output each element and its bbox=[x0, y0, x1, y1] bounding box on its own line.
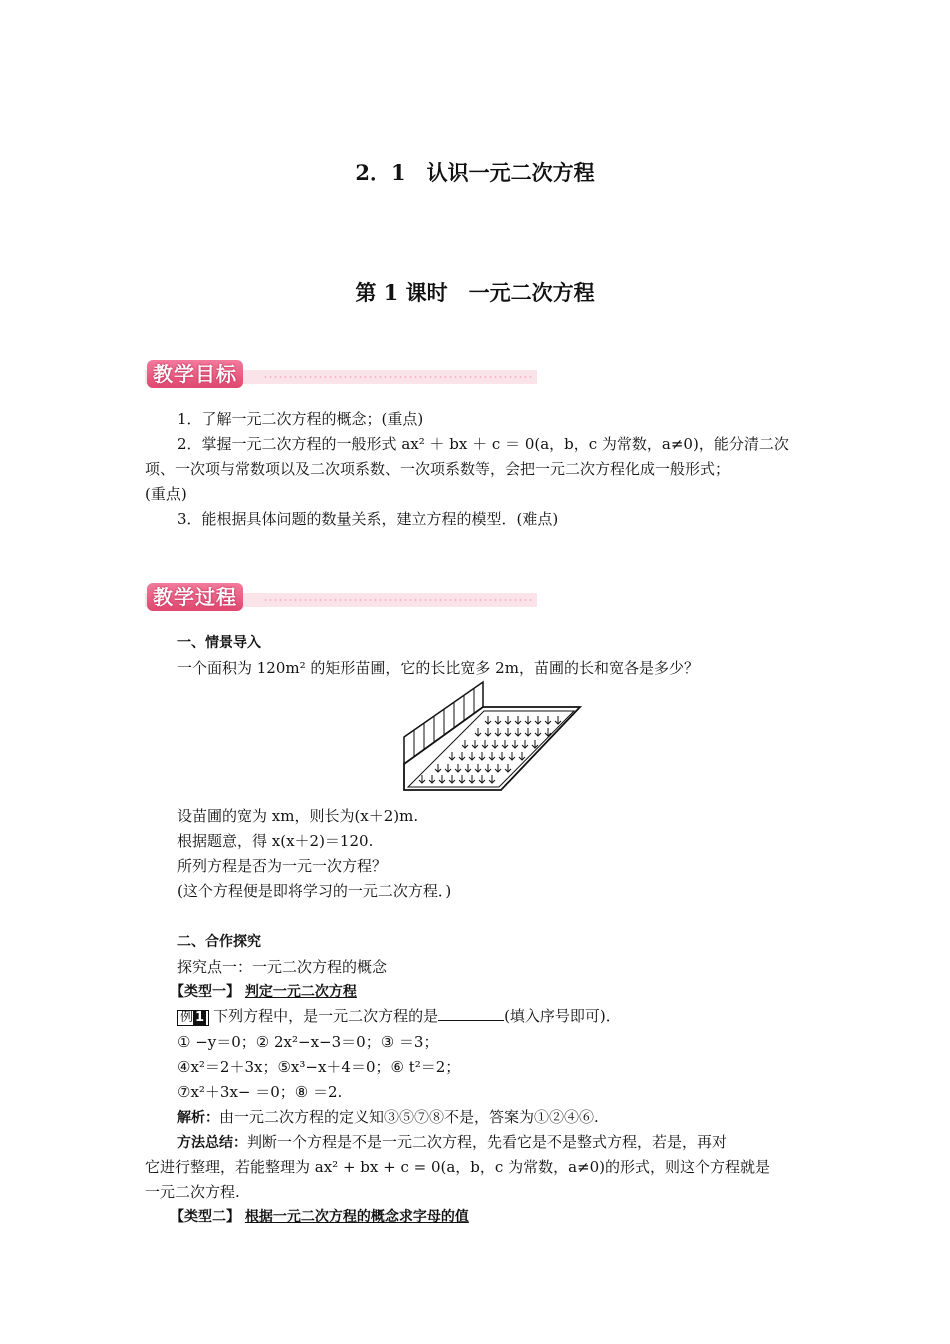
goals-banner bbox=[145, 360, 537, 384]
summary-line-3: 一元二次方程. bbox=[145, 1183, 240, 1201]
intro-step-2: 根据题意，得 x(x＋2)＝120. bbox=[177, 832, 374, 850]
type-2-heading bbox=[170, 1207, 469, 1227]
type-1-heading bbox=[170, 982, 357, 1002]
summary-line-2: 它进行整理，若能整理为 ax² + bx + c = 0(a，b，c 为常数，a≠0)的形式，则这个方程就是 bbox=[145, 1158, 770, 1176]
example-text-a: 下列方程中，是一元二次方程的是 bbox=[213, 1007, 439, 1025]
equation-row-3: ⑦x²＋3x− ＝0；⑧ ＝2. bbox=[177, 1083, 343, 1101]
type-1-tag: 【类型一】 bbox=[170, 984, 240, 1000]
intro-step-3: 所列方程是否为一元一次方程？ bbox=[177, 857, 388, 875]
type-2-tag: 【类型二】 bbox=[170, 1209, 240, 1225]
goal-2-part-b: ax² ＋ bx ＋ c ＝ 0(a，b，c 为常数，a≠0)，能分清二次 bbox=[401, 435, 789, 453]
intro-step-1: 设苗圃的宽为 xm，则长为(x＋2)m. bbox=[177, 807, 419, 825]
goal-3: 3．能根据具体问题的数量关系，建立方程的模型．(难点) bbox=[177, 510, 559, 528]
example-1 bbox=[177, 1006, 621, 1026]
example-number: 1 bbox=[195, 1010, 205, 1025]
process-banner-label: 教学过程 bbox=[147, 583, 243, 611]
summary-text-1: 判断一个方程是不是一元二次方程，先看它是不是整式方程，若是，再对 bbox=[247, 1133, 728, 1151]
type-1-title: 判定一元二次方程 bbox=[244, 984, 357, 1000]
goal-2-part-a: 2．掌握一元二次方程的一般形式 bbox=[177, 435, 402, 453]
equation-row-1: ① −y＝0；② 2x²−x−3＝0；③ ＝3； bbox=[177, 1033, 439, 1051]
banner-dots bbox=[263, 599, 533, 601]
seedbed-illustration bbox=[400, 680, 585, 792]
goal-1: 1．了解一元二次方程的概念；(重点) bbox=[177, 410, 424, 428]
explore-heading: 二、合作探究 bbox=[177, 934, 261, 950]
example-label: 例 bbox=[180, 1010, 194, 1025]
goal-2-tail: (重点) bbox=[145, 485, 187, 503]
type-2-title: 根据一元二次方程的概念求字母的值 bbox=[244, 1209, 469, 1225]
answer-blank bbox=[438, 1006, 504, 1021]
intro-heading: 一、情景导入 bbox=[177, 635, 261, 651]
section-title: 2．1 认识一元二次方程 bbox=[355, 160, 595, 185]
summary-label: 方法总结： bbox=[177, 1135, 247, 1151]
process-banner bbox=[145, 583, 537, 607]
summary-line-1 bbox=[177, 1132, 727, 1153]
lesson-title: 第 1 课时 一元二次方程 bbox=[355, 280, 595, 305]
banner-dots bbox=[263, 376, 533, 378]
example-badge bbox=[177, 1010, 209, 1026]
analysis bbox=[177, 1107, 599, 1128]
goal-2 bbox=[177, 434, 789, 454]
goal-2-continued: 项、一次项与常数项以及二次项系数、一次项系数等，会把一元二次方程化成一般形式； bbox=[145, 460, 731, 478]
equation-row-2: ④x²＝2＋3x；⑤x³−x＋4＝0；⑥ t²＝2； bbox=[177, 1058, 461, 1076]
analysis-text: 由一元二次方程的定义知③⑤⑦⑧不是，答案为①②④⑥. bbox=[219, 1108, 599, 1126]
explore-point: 探究点一：一元二次方程的概念 bbox=[177, 958, 388, 976]
goals-banner-label: 教学目标 bbox=[147, 360, 243, 388]
intro-question: 一个面积为 120m² 的矩形苗圃，它的长比宽多 2m，苗圃的长和宽各是多少？ bbox=[177, 659, 699, 677]
analysis-label: 解析： bbox=[177, 1110, 219, 1126]
example-text-b: (填入序号即可)． bbox=[504, 1007, 621, 1025]
intro-step-4: (这个方程便是即将学习的一元二次方程．) bbox=[177, 882, 452, 900]
